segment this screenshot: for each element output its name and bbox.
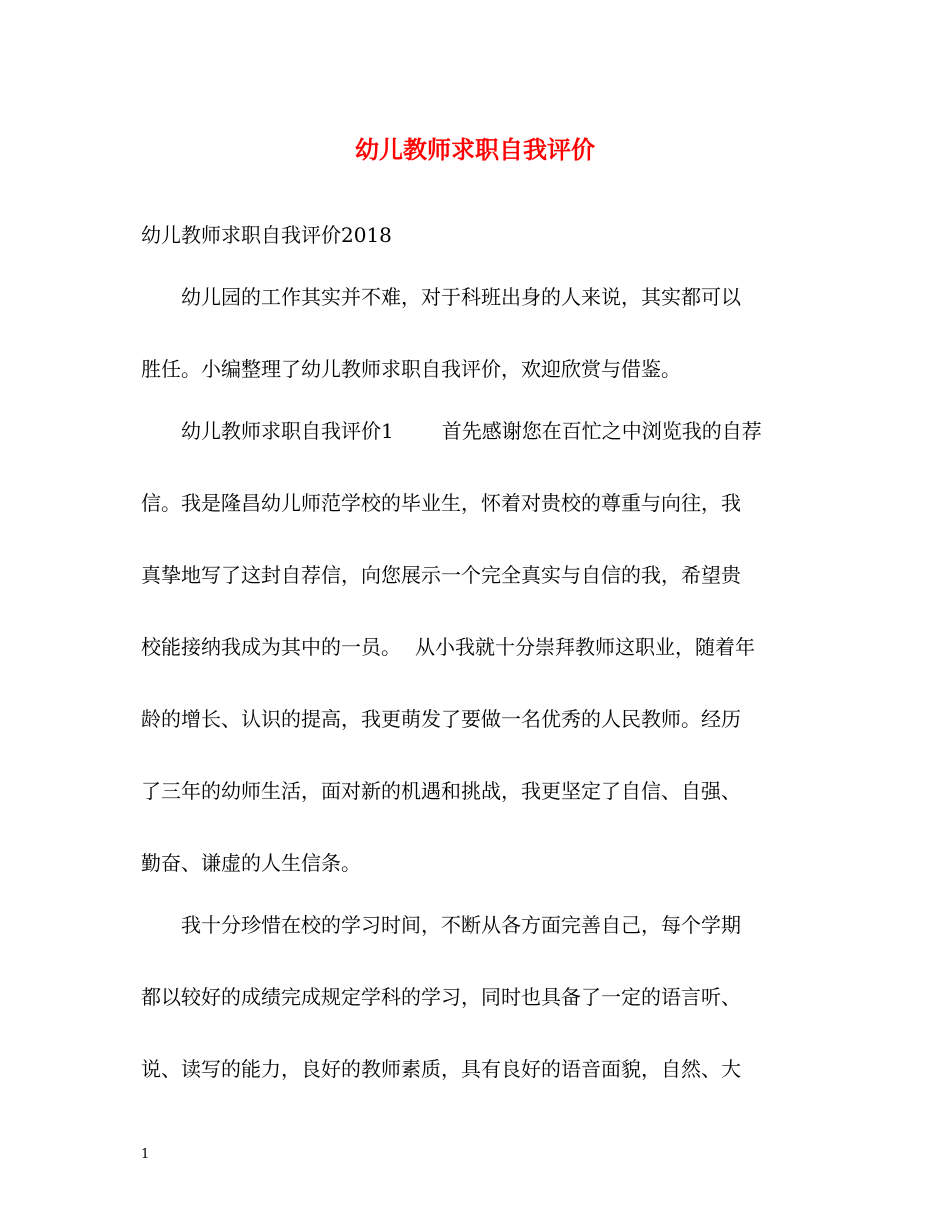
paragraph-line: 幼儿园的工作其实并不难，对于科班出身的人来说，其实都可以: [181, 285, 741, 309]
paragraph-text: 校能接纳我成为其中的一员。: [141, 635, 401, 659]
document-subtitle: 幼儿教师求职自我评价2018: [141, 223, 392, 247]
paragraph-line: 说、读写的能力，良好的教师素质，具有良好的语音面貌，自然、大: [141, 1057, 741, 1081]
page-number: 1: [141, 1147, 150, 1162]
paragraph-line: 都以较好的成绩完成规定学科的学习，同时也具备了一定的语言听、: [141, 985, 741, 1009]
paragraph-line: [141, 630, 755, 664]
paragraph-line: [181, 414, 762, 448]
paragraph-line: 胜任。小编整理了幼儿教师求职自我评价，欢迎欣赏与借鉴。: [141, 357, 681, 381]
paragraph-line: 信。我是隆昌幼儿师范学校的毕业生，怀着对贵校的尊重与向往，我: [141, 491, 741, 515]
document-title: 幼儿教师求职自我评价: [355, 135, 595, 164]
paragraph-line: 我十分珍惜在校的学习时间，不断从各方面完善自己，每个学期: [181, 913, 741, 937]
paragraph-line: 龄的增长、认识的提高，我更萌发了要做一名优秀的人民教师。经历: [141, 707, 741, 731]
paragraph-text: 从小我就十分崇拜教师这职业，随着年: [415, 635, 755, 659]
paragraph-line: 勤奋、谦虚的人生信条。: [141, 851, 361, 875]
paragraph-text: 首先感谢您在百忙之中浏览我的自荐: [441, 419, 762, 443]
paragraph-line: 真挚地写了这封自荐信，向您展示一个完全真实与自信的我，希望贵: [141, 563, 741, 587]
section-heading-inline: 幼儿教师求职自我评价1: [181, 419, 394, 443]
paragraph-line: 了三年的幼师生活，面对新的机遇和挑战，我更坚定了自信、自强、: [141, 779, 741, 803]
